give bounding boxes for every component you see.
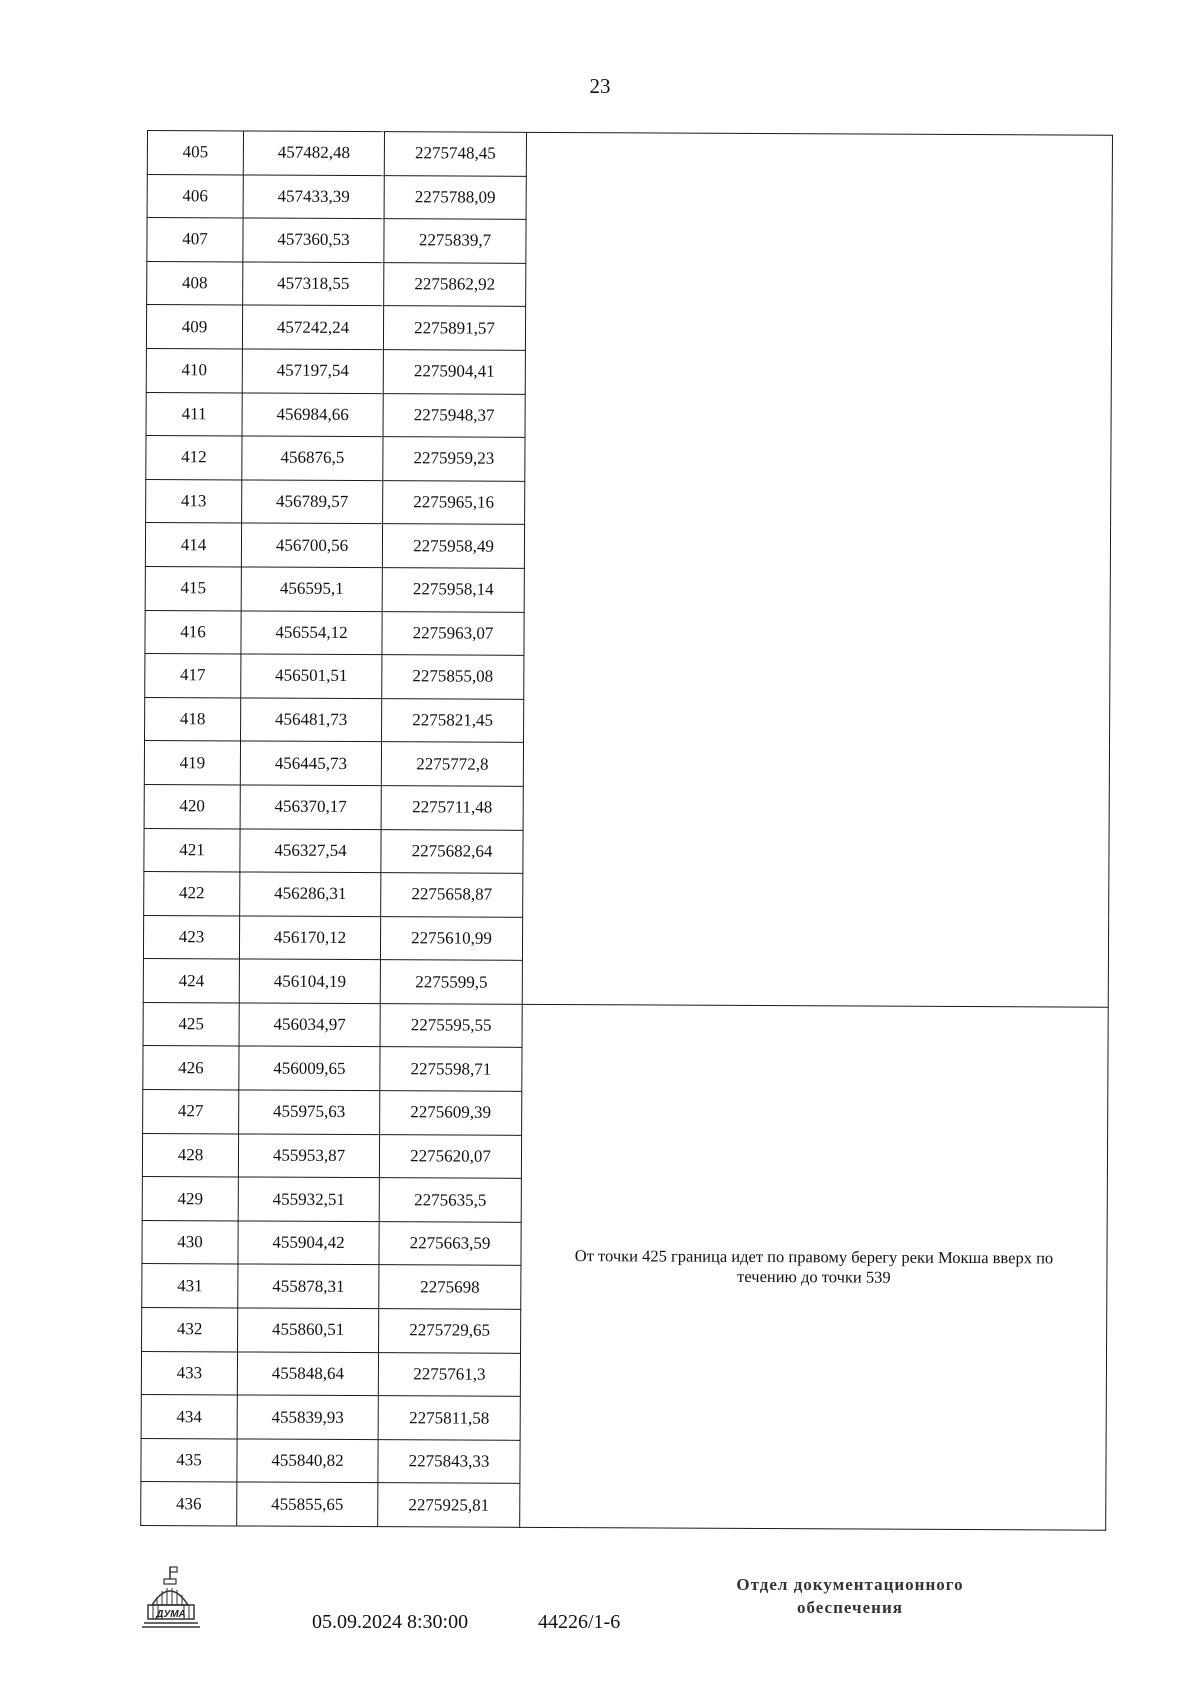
- x-coordinate-cell: 457433,39: [243, 175, 384, 219]
- table-row: [143, 1002, 1108, 1050]
- department-line-1: Отдел документационного: [736, 1575, 964, 1594]
- y-coordinate-cell: 2275904,41: [383, 350, 525, 394]
- y-coordinate-cell: 2275925,81: [378, 1483, 520, 1527]
- point-number-cell: 428: [142, 1133, 238, 1177]
- y-coordinate-cell: 2275855,08: [382, 655, 524, 699]
- x-coordinate-cell: 456501,51: [241, 654, 382, 698]
- x-coordinate-cell: 455840,82: [237, 1439, 378, 1483]
- y-coordinate-cell: 2275663,59: [379, 1221, 521, 1265]
- point-number-cell: 421: [144, 828, 240, 872]
- x-coordinate-cell: 457242,24: [242, 305, 383, 349]
- point-number-cell: 436: [141, 1482, 237, 1526]
- y-coordinate-cell: 2275610,99: [380, 916, 522, 960]
- x-coordinate-cell: 457318,55: [243, 262, 384, 306]
- point-number-cell: 412: [146, 436, 242, 480]
- y-coordinate-cell: 2275748,45: [384, 132, 526, 176]
- x-coordinate-cell: 456876,5: [242, 436, 383, 480]
- y-coordinate-cell: 2275788,09: [384, 175, 526, 219]
- point-number-cell: 406: [147, 174, 243, 218]
- point-number-cell: 417: [145, 654, 241, 698]
- x-coordinate-cell: 456595,1: [241, 567, 382, 611]
- y-coordinate-cell: 2275843,33: [378, 1439, 520, 1483]
- x-coordinate-cell: 455975,63: [239, 1090, 380, 1134]
- footer-department-stamp: [700, 1573, 1000, 1619]
- point-number-cell: 425: [143, 1002, 239, 1046]
- x-coordinate-cell: 456700,56: [241, 523, 382, 567]
- y-coordinate-cell: 2275958,14: [382, 568, 524, 612]
- x-coordinate-cell: 456445,73: [240, 741, 381, 785]
- point-number-cell: 405: [147, 131, 243, 175]
- x-coordinate-cell: 455839,93: [237, 1395, 378, 1439]
- y-coordinate-cell: 2275958,49: [382, 524, 524, 568]
- point-number-cell: 420: [144, 784, 240, 828]
- point-number-cell: 431: [142, 1264, 238, 1308]
- y-coordinate-cell: 2275821,45: [382, 698, 524, 742]
- y-coordinate-cell: 2275965,16: [383, 480, 525, 524]
- point-number-cell: 408: [147, 261, 243, 305]
- y-coordinate-cell: 2275698: [379, 1265, 521, 1309]
- y-coordinate-cell: 2275891,57: [383, 306, 525, 350]
- y-coordinate-cell: 2275620,07: [379, 1134, 521, 1178]
- table-row: [147, 131, 1112, 179]
- x-coordinate-cell: 455860,51: [238, 1308, 379, 1352]
- x-coordinate-cell: 455953,87: [238, 1134, 379, 1178]
- y-coordinate-cell: 2275772,8: [381, 742, 523, 786]
- x-coordinate-cell: 455878,31: [238, 1264, 379, 1308]
- x-coordinate-cell: 457360,53: [243, 218, 384, 262]
- x-coordinate-cell: 456481,73: [241, 698, 382, 742]
- point-number-cell: 426: [143, 1046, 239, 1090]
- point-number-cell: 410: [146, 348, 242, 392]
- y-coordinate-cell: 2275811,58: [378, 1396, 520, 1440]
- point-number-cell: 424: [143, 959, 239, 1003]
- point-number-cell: 434: [141, 1395, 237, 1439]
- point-number-cell: 432: [142, 1308, 238, 1352]
- department-line-2: обеспечения: [797, 1598, 903, 1617]
- y-coordinate-cell: 2275599,5: [380, 960, 522, 1004]
- y-coordinate-cell: 2275761,3: [378, 1352, 520, 1396]
- point-number-cell: 415: [145, 566, 241, 610]
- x-coordinate-cell: 456170,12: [239, 916, 380, 960]
- x-coordinate-cell: 455932,51: [238, 1177, 379, 1221]
- y-coordinate-cell: 2275595,55: [380, 1004, 522, 1048]
- x-coordinate-cell: 456789,57: [242, 480, 383, 524]
- point-number-cell: 418: [145, 697, 241, 741]
- point-number-cell: 409: [146, 305, 242, 349]
- y-coordinate-cell: 2275711,48: [381, 786, 523, 830]
- y-coordinate-cell: 2275959,23: [383, 437, 525, 481]
- y-coordinate-cell: 2275635,5: [379, 1178, 521, 1222]
- description-cell-lower: От точки 425 граница идет по правому берегу реки Мокша вверх по течению до точки 539: [520, 1004, 1109, 1530]
- x-coordinate-cell: 456286,31: [240, 872, 381, 916]
- point-number-cell: 423: [143, 915, 239, 959]
- x-coordinate-cell: 456370,17: [240, 785, 381, 829]
- duma-logo-icon: [140, 1565, 204, 1637]
- x-coordinate-cell: 455855,65: [237, 1482, 378, 1526]
- y-coordinate-cell: 2275862,92: [384, 262, 526, 306]
- point-number-cell: 430: [142, 1220, 238, 1264]
- x-coordinate-cell: 456034,97: [239, 1003, 380, 1047]
- x-coordinate-cell: 456554,12: [241, 610, 382, 654]
- point-number-cell: 414: [145, 523, 241, 567]
- x-coordinate-cell: 456327,54: [240, 828, 381, 872]
- footer-document-code: 44226/1-6: [538, 1611, 621, 1633]
- y-coordinate-cell: 2275682,64: [381, 829, 523, 873]
- y-coordinate-cell: 2275963,07: [382, 611, 524, 655]
- point-number-cell: 422: [144, 872, 240, 916]
- logo-text: ДУМА: [156, 1609, 186, 1620]
- y-coordinate-cell: 2275948,37: [383, 393, 525, 437]
- x-coordinate-cell: 457197,54: [242, 349, 383, 393]
- coordinates-table-body: [141, 131, 1113, 1531]
- point-number-cell: 433: [141, 1351, 237, 1395]
- point-number-cell: 429: [142, 1177, 238, 1221]
- description-cell-upper: [522, 132, 1112, 1007]
- footer-date: 05.09.2024 8:30:00: [312, 1611, 469, 1633]
- y-coordinate-cell: 2275609,39: [380, 1091, 522, 1135]
- y-coordinate-cell: 2275598,71: [380, 1047, 522, 1091]
- y-coordinate-cell: 2275839,7: [384, 219, 526, 263]
- x-coordinate-cell: 457482,48: [243, 131, 384, 175]
- y-coordinate-cell: 2275729,65: [379, 1309, 521, 1353]
- x-coordinate-cell: 455904,42: [238, 1221, 379, 1265]
- x-coordinate-cell: 456984,66: [242, 393, 383, 437]
- point-number-cell: 435: [141, 1438, 237, 1482]
- page-number: 23: [589, 74, 611, 98]
- point-number-cell: 416: [145, 610, 241, 654]
- coordinates-table: [140, 130, 1113, 1531]
- x-coordinate-cell: 456009,65: [239, 1046, 380, 1090]
- x-coordinate-cell: 455848,64: [237, 1352, 378, 1396]
- point-number-cell: 413: [146, 479, 242, 523]
- point-number-cell: 411: [146, 392, 242, 436]
- x-coordinate-cell: 456104,19: [239, 959, 380, 1003]
- point-number-cell: 427: [143, 1090, 239, 1134]
- point-number-cell: 407: [147, 218, 243, 262]
- point-number-cell: 419: [144, 741, 240, 785]
- y-coordinate-cell: 2275658,87: [381, 873, 523, 917]
